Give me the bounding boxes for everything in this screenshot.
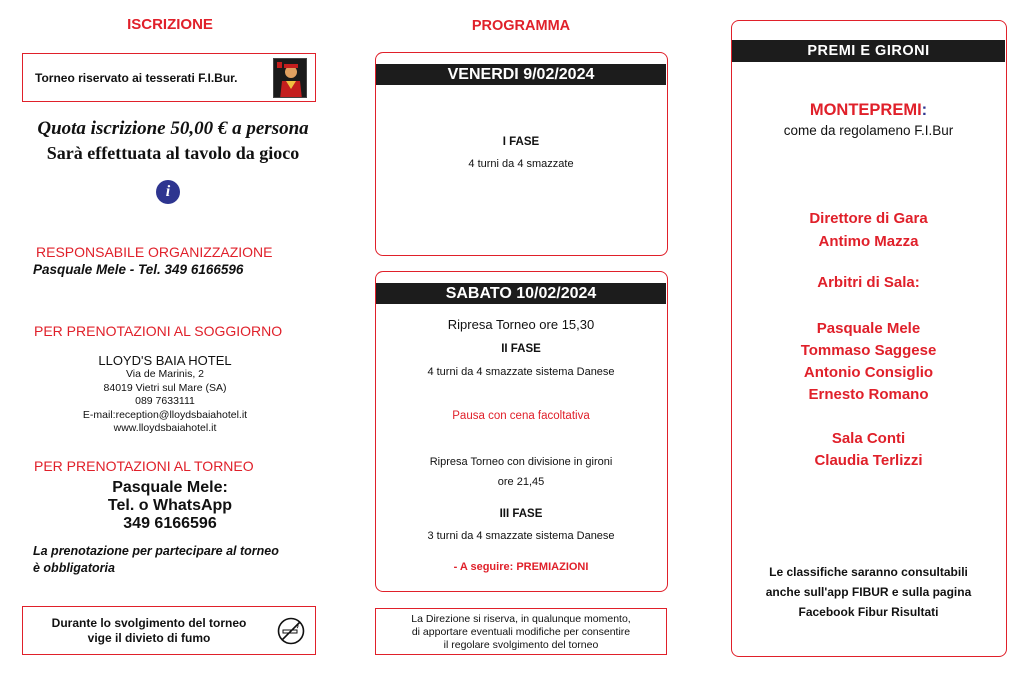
obbligatoria-line-1: La prenotazione per partecipare al torneo (33, 544, 279, 558)
premi-box (731, 20, 1007, 657)
fumo-line-1: Durante lo svolgimento del torneo (51, 616, 247, 630)
arbitro-name: Tommaso Saggese (800, 342, 937, 359)
hotel-phone: 089 7633111 (135, 395, 195, 407)
arbitri-list (732, 318, 1005, 406)
direttore-label: Direttore di Gara (809, 210, 928, 227)
hotel-email: E-mail:reception@lloydsbaiahotel.it (82, 408, 248, 421)
effettuata-text: Sarà effettuata al tavolo da gioco (46, 143, 300, 163)
sabato-header: SABATO 10/02/2024 (376, 283, 666, 304)
classifiche-line-2: anche sull'app FIBUR e sulla pagina (765, 585, 972, 599)
regolamento-text: come da regolameno F.I.Bur (783, 123, 954, 138)
classifiche-line-3: Facebook Fibur Risultati (798, 605, 939, 619)
soggiorno-label: PER PRENOTAZIONI AL SOGGIORNO (34, 323, 283, 339)
obbligatoria-line-2: è obbligatoria (33, 561, 115, 575)
venerdi-header: VENERDI 9/02/2024 (376, 64, 666, 85)
direttore-name: Antimo Mazza (818, 233, 919, 250)
contact-phone: 349 6166596 (123, 515, 217, 532)
ripresa-gironi-line-1: Ripresa Torneo con divisione in gironi (429, 456, 613, 468)
fase-2-label: II FASE (501, 343, 541, 355)
obbligatoria-note (33, 543, 333, 577)
direttore-block (732, 207, 1005, 253)
fumo-line-2: vige il divieto di fumo (87, 631, 211, 645)
montepremi-colon: : (921, 101, 928, 119)
no-smoking-icon (277, 617, 305, 645)
sala-conti-label: Sala Conti (831, 430, 906, 447)
torneo-booking-label: PER PRENOTAZIONI AL TORNEO (34, 458, 254, 474)
hotel-name: LLOYD'S BAIA HOTEL (98, 353, 232, 368)
contact-channel: Tel. o WhatsApp (107, 497, 233, 514)
sala-conti-block (732, 428, 1005, 472)
classifiche-note (732, 562, 1005, 622)
arbitri-label: Arbitri di Sala: (817, 274, 920, 291)
sabato-box (375, 271, 668, 592)
arbitro-name: Ernesto Romano (808, 386, 929, 403)
montepremi-label: MONTEPREMI (809, 101, 922, 119)
no-smoking-text (31, 616, 267, 646)
fase-3-label: III FASE (499, 508, 543, 520)
classifiche-line-1: Le classifiche saranno consultabili (769, 565, 968, 579)
arbitro-name: Pasquale Mele (816, 320, 921, 337)
torneo-contact (40, 479, 300, 533)
contact-name: Pasquale Mele: (112, 479, 228, 496)
quota-text: Quota iscrizione 50,00 € a persona (37, 118, 309, 139)
ripresa-gironi-line-2: ore 21,45 (497, 476, 545, 488)
riservato-box (22, 53, 316, 102)
hotel-info (0, 353, 330, 436)
responsabile-name: Pasquale Mele - Tel. 349 6166596 (33, 262, 244, 277)
montepremi-title (732, 101, 1005, 120)
programma-title: PROGRAMMA (471, 18, 571, 34)
premi-header: PREMI E GIRONI (732, 40, 1005, 62)
fase-1-text: 4 turni da 4 smazzate (468, 158, 574, 170)
disclaimer-text (376, 613, 666, 652)
ripresa-gironi-text (376, 452, 666, 492)
disclaimer-line-2: di apportare eventuali modifiche per consentire (411, 626, 631, 638)
fase-1-label: I FASE (502, 136, 540, 148)
ripresa-text: Ripresa Torneo ore 15,30 (447, 317, 595, 332)
fase-2-text: 4 turni da 4 smazzate sistema Danese (427, 366, 615, 378)
premiazioni-text: - A seguire: PREMIAZIONI (453, 561, 589, 573)
disclaimer-line-3: il regolare svolgimento del torneo (443, 639, 599, 651)
iscrizione-title: ISCRIZIONE (127, 16, 213, 33)
fase-3-text: 3 turni da 4 smazzate sistema Danese (427, 530, 615, 542)
no-smoking-box (22, 606, 316, 655)
disclaimer-line-1: La Direzione si riserva, in qualunque momento, (411, 613, 631, 625)
riservato-text: Torneo riservato ai tesserati F.I.Bur. (35, 71, 238, 85)
hotel-website: www.lloydsbaiahotel.it (113, 422, 217, 434)
disclaimer-box (375, 608, 667, 655)
hotel-address: Via de Marinis, 2 (125, 368, 204, 380)
venerdi-box (375, 52, 668, 256)
pausa-text: Pausa con cena facoltativa (452, 410, 590, 422)
responsabile-label: RESPONSABILE ORGANIZZAZIONE (36, 244, 273, 260)
playing-card-icon (273, 58, 307, 98)
hotel-city: 84019 Vietri sul Mare (SA) (103, 381, 227, 394)
arbitro-name: Antonio Consiglio (803, 364, 934, 381)
info-icon: i (156, 180, 180, 204)
sala-conti-name: Claudia Terlizzi (814, 452, 923, 469)
